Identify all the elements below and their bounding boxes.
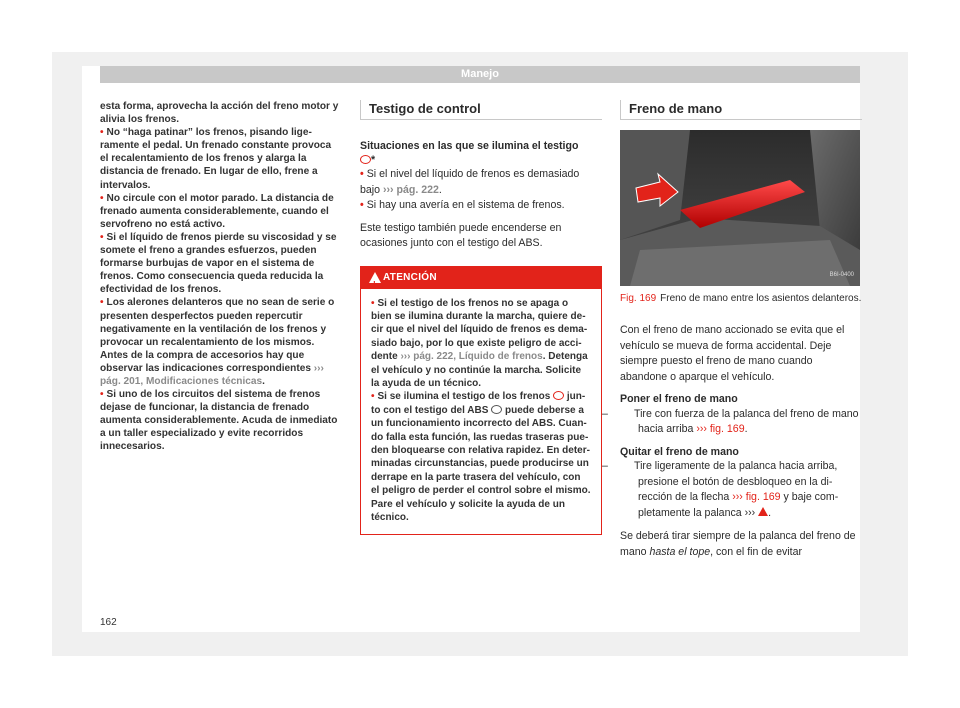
figure-reference-link[interactable]: ››› fig. 169 bbox=[732, 491, 781, 503]
list-item: • Si se ilumina el testigo de los frenos junto con el testigo del ABS puede deberse a un funcionamiento incorrecto del ABS. Cuando falla esta función, las ruedas traseras pueden bloquearse con relativa rapidez. En determinadas circunstancias, puede producirse un derrape en la parte trasera del vehículo, con el peligro de perder el control sobre el mismo. Pare el vehículo y solicite la ayuda de un técnico. bbox=[371, 391, 591, 523]
bullet-icon: • bbox=[100, 297, 104, 309]
bullet-icon: • bbox=[360, 168, 364, 180]
paragraph: Con el freno de mano accionado se evita que el vehículo se mueva de forma accidental. Deje siempre puesto el freno de mano cuando abandone o aparque el vehículo. bbox=[620, 324, 845, 383]
warning-header: ! ATENCIÓN bbox=[361, 267, 601, 289]
column-middle bbox=[360, 100, 602, 535]
section-title: Freno de mano bbox=[620, 100, 862, 120]
warning-triangle-icon[interactable] bbox=[758, 507, 768, 516]
column-left bbox=[100, 100, 340, 454]
bullet-icon: • bbox=[100, 127, 104, 139]
paragraph: Se deberá tirar siempre de la palanca del freno de mano hasta el tope, con el fin de evitar bbox=[620, 530, 856, 558]
list-item: • No “haga patinar” los frenos, pisando ligeramente el pedal. Un frenado constante provoca el recalentamiento de los frenos y alarga la distancia de frenado. En lugar de ello, frene a intervalos. bbox=[100, 127, 332, 191]
list-item: • Si el líquido de frenos pierde su viscosidad y se somete el freno a grandes esfuerzos, pueden formarse burbujas de vapor en el sistema de frenos. Como consecuencia queda reducida la efectividad de los frenos. bbox=[100, 231, 337, 296]
bullet-icon: • bbox=[360, 199, 364, 211]
page-number: 162 bbox=[100, 617, 117, 628]
figure-number: Fig. 169 bbox=[620, 293, 657, 304]
handbrake-illustration bbox=[620, 130, 860, 286]
warning-body bbox=[361, 289, 601, 535]
bullet-icon: • bbox=[371, 297, 375, 309]
subheading: Situaciones en las que se ilumina el testigo * bbox=[360, 140, 579, 166]
warning-box bbox=[360, 266, 602, 536]
page-reference-link[interactable]: ››› pág. 222, Líquido de frenos bbox=[400, 351, 543, 363]
list-item: – Tire con fuerza de la palanca del freno de mano hacia arriba ››› fig. 169. bbox=[602, 407, 859, 435]
handbrake-photo bbox=[620, 130, 860, 286]
list-item: • Si el nivel del líquido de frenos es demasiado bajo ››› pág. 222. bbox=[360, 168, 580, 196]
figure-reference-link[interactable]: ››› fig. 169 bbox=[696, 423, 745, 435]
list-item: • Los alerones delanteros que no sean de serie o presenten desperfectos pueden repercutir negativamente en la ventilación de los frenos y provocar un recalentamiento de los mismos. Antes de la compra de accesorios hay que observar las indicaciones correspondientes ››› pág. 201, Modificaciones técnicas. bbox=[100, 297, 335, 387]
subheading: Quitar el freno de mano bbox=[620, 445, 739, 458]
subheading: Poner el freno de mano bbox=[620, 393, 738, 405]
abs-icon bbox=[491, 405, 502, 414]
page-reference-link[interactable]: ››› pág. 222 bbox=[382, 183, 439, 196]
list-item: • Si el testigo de los frenos no se apaga o bien se ilumina durante la marcha, quiere decir que el nivel del líquido de frenos es demasiado bajo, por lo que existe peligro de accidente ››› pág. 222, Líquido de frenos. Detenga el vehículo y no continúe la marcha. Solicite la ayuda de un técnico. bbox=[371, 297, 588, 389]
bullet-icon: • bbox=[371, 391, 375, 403]
bullet-icon: • bbox=[100, 231, 104, 243]
page-reference-link[interactable]: ››› pág. 201, Modificaciones técnicas bbox=[100, 362, 324, 387]
list-item: • Si hay una avería en el sistema de frenos. bbox=[360, 199, 565, 211]
paragraph: Este testigo también puede encenderse en ocasiones junto con el testigo del ABS. bbox=[360, 221, 562, 249]
brake-warning-icon bbox=[553, 391, 564, 400]
brake-warning-icon bbox=[360, 155, 371, 164]
bullet-icon: • bbox=[100, 192, 104, 204]
list-item: • No circule con el motor parado. La distancia de frenado aumenta considerablemente, cuando el servofreno no está activo. bbox=[100, 192, 334, 230]
column-right bbox=[602, 100, 862, 560]
bullet-icon: • bbox=[100, 389, 104, 401]
figure-caption: Fig. 169 Freno de mano entre los asientos delanteros. bbox=[620, 293, 862, 304]
intro-text: esta forma, aprovecha la acción del freno motor y alivia los frenos. bbox=[100, 101, 339, 126]
photo-code: B6I-0400 bbox=[829, 271, 854, 278]
list-item: – Tire ligeramente de la palanca hacia arriba, presione el botón de desbloqueo en la dirección de la flecha ››› fig. 169 y baje completamente la palanca ››› . bbox=[602, 460, 839, 519]
section-title: Testigo de control bbox=[360, 100, 602, 120]
warning-triangle-icon bbox=[369, 272, 381, 283]
running-header: Manejo bbox=[100, 66, 860, 83]
list-item: • Si uno de los circuitos del sistema de frenos dejase de funcionar, la distancia de frenado aumenta considerablemente. Acuda de inmediato a un taller especializado y evite recorridos innecesarios. bbox=[100, 389, 338, 453]
